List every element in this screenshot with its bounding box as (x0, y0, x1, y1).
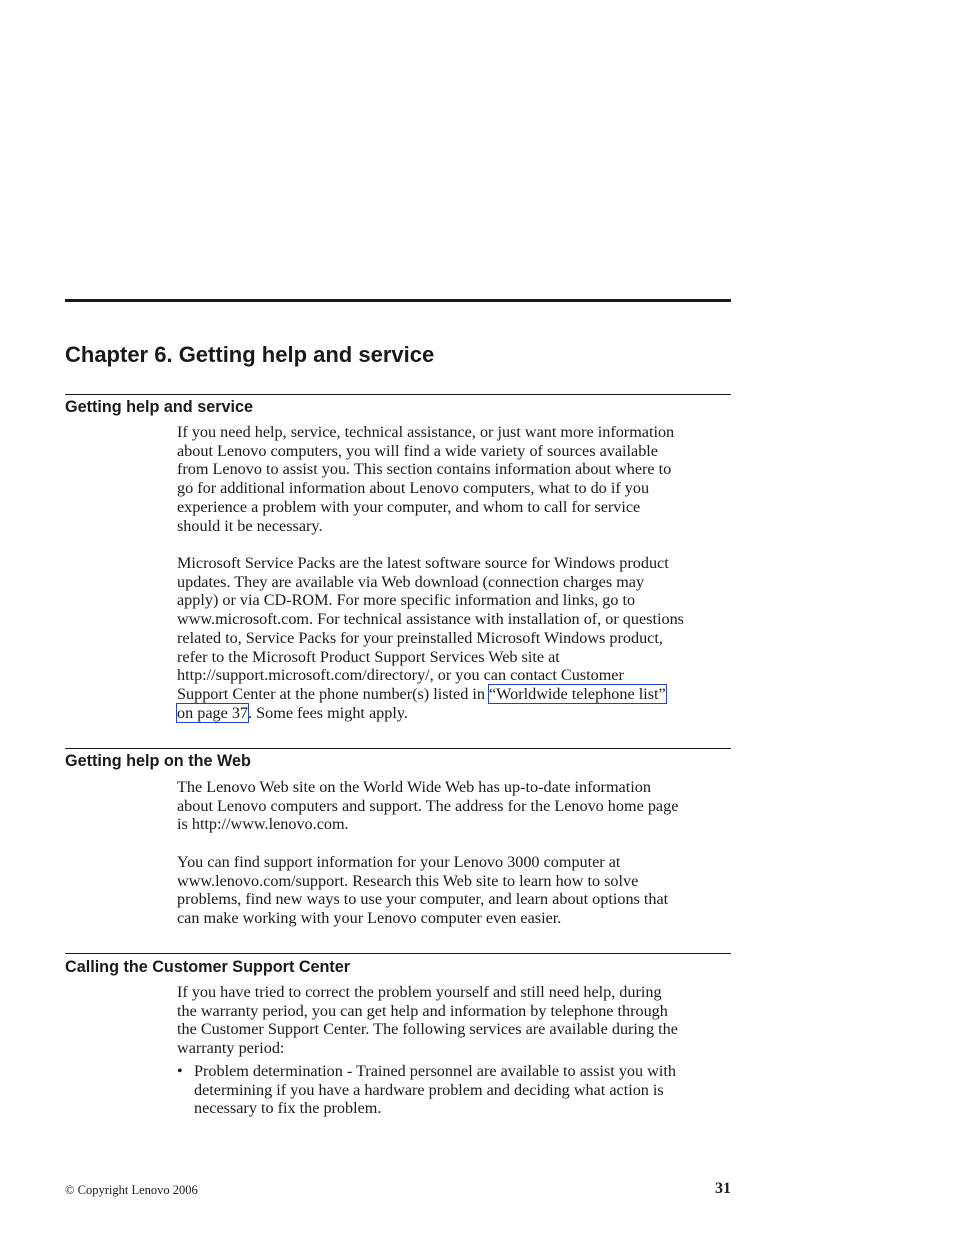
paragraph-service-packs (177, 554, 733, 722)
text-line: warranty period: (177, 1039, 285, 1058)
text-fragment: . Some fees might apply. (248, 703, 408, 722)
text-line: experience a problem with your computer, and whom to call for service (177, 497, 641, 516)
text-line: about Lenovo computers, you will find a wide variety of sources available (177, 441, 658, 460)
paragraph-lenovo-web-site (177, 778, 733, 834)
text-line: should it be necessary. (177, 516, 323, 535)
section-rule (65, 394, 731, 395)
text-line: www.microsoft.com. For technical assistance with installation of, or questions (177, 610, 684, 629)
text-line: about Lenovo computers and support. The address for the Lenovo home page (177, 796, 679, 815)
worldwide-telephone-list-link[interactable]: “Worldwide telephone list” (489, 684, 666, 703)
paragraph-support-site (177, 853, 733, 928)
text-line: Microsoft Service Packs are the latest software source for Windows product (177, 554, 669, 572)
bullet-marker: • (177, 1062, 183, 1080)
chapter-rule (65, 299, 731, 302)
section-heading-customer-support: Calling the Customer Support Center (65, 958, 351, 976)
text-line: The Lenovo Web site on the World Wide Web has up-to-date information (177, 778, 651, 796)
text-line: can make working with your Lenovo computer even easier. (177, 909, 562, 928)
chapter-title: Chapter 6. Getting help and service (65, 342, 435, 367)
text-line: necessary to fix the problem. (194, 1099, 382, 1118)
text-line: the warranty period, you can get help and information by telephone through (177, 1001, 668, 1020)
text-line: www.lenovo.com/support. Research this Web site to learn how to solve (177, 871, 639, 890)
footer-copyright: © Copyright Lenovo 2006 (65, 1183, 198, 1197)
text-line: is http://www.lenovo.com. (177, 815, 349, 834)
text-fragment: Support Center at the phone number(s) listed in (177, 684, 489, 703)
text-line: http://support.microsoft.com/directory/, or you can contact Customer (177, 666, 624, 685)
text-line (177, 704, 733, 723)
text-line: refer to the Microsoft Product Support Services Web site at (177, 647, 560, 666)
text-line: If you have tried to correct the problem yourself and still need help, during (177, 983, 662, 1001)
text-line (177, 685, 733, 704)
text-line: You can find support information for your Lenovo 3000 computer at (177, 853, 621, 871)
page-number: 31 (715, 1180, 731, 1197)
page-37-link[interactable]: on page 37 (177, 703, 249, 722)
text-line: the Customer Support Center. The following services are available during the (177, 1020, 678, 1039)
section-heading-getting-help: Getting help and service (65, 398, 254, 416)
text-line: problems, find new ways to use your computer, and learn about options that (177, 890, 669, 909)
text-line: apply) or via CD-ROM. For more specific information and links, go to (177, 591, 636, 610)
section-rule (65, 953, 731, 954)
text-line: go for additional information about Lenovo computers, what to do if you (177, 479, 650, 498)
section-rule (65, 748, 731, 749)
paragraph-help-intro (177, 423, 733, 535)
section-heading-help-on-web: Getting help on the Web (65, 752, 251, 770)
text-line: from Lenovo to assist you. This section contains information about where to (177, 460, 672, 479)
text-line: If you need help, service, technical assistance, or just want more information (177, 423, 675, 441)
list-item (177, 1062, 733, 1118)
text-line: updates. They are available via Web download (connection charges may (177, 572, 645, 591)
text-line: Problem determination - Trained personnel are available to assist you with (194, 1062, 676, 1080)
services-list (177, 1062, 733, 1118)
paragraph-customer-support (177, 983, 733, 1058)
text-line: related to, Service Packs for your preinstalled Microsoft Windows product, (177, 628, 663, 647)
text-line: determining if you have a hardware problem and deciding what action is (194, 1080, 664, 1099)
